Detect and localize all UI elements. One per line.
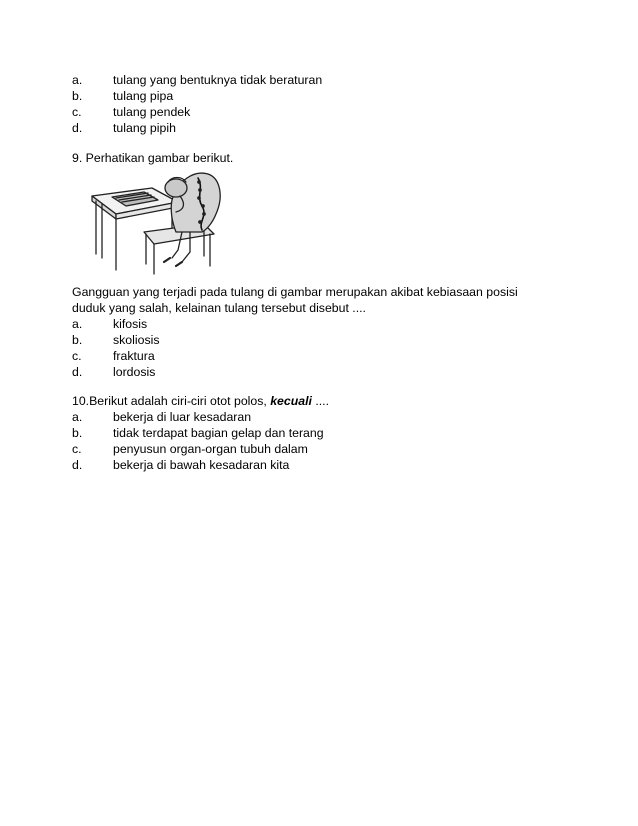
q9-body-line-1: Gangguan yang terjadi pada tulang di gambar merupakan akibat kebiasaan posisi bbox=[72, 285, 518, 299]
option-text: penyusun organ-organ tubuh dalam bbox=[113, 442, 308, 456]
option-text: tulang yang bentuknya tidak beraturan bbox=[113, 73, 323, 87]
option-text: tulang pendek bbox=[113, 105, 191, 119]
q8-option-b bbox=[72, 88, 173, 104]
option-letter: a. bbox=[72, 410, 83, 424]
q10-prompt-end: .... bbox=[311, 394, 330, 408]
option-letter: b. bbox=[72, 89, 83, 103]
option-text: kifosis bbox=[113, 317, 148, 331]
option-letter: d. bbox=[72, 365, 83, 379]
q8-option-d bbox=[72, 120, 176, 136]
option-text: fraktura bbox=[113, 349, 155, 363]
option-text: lordosis bbox=[113, 365, 156, 379]
q9-body-line-2: duduk yang salah, kelainan tulang tersebut disebut .... bbox=[72, 301, 366, 315]
q9-option-a bbox=[72, 316, 147, 332]
q8-option-a bbox=[72, 72, 322, 88]
option-text: bekerja di luar kesadaran bbox=[113, 410, 252, 424]
option-text: tidak terdapat bagian gelap dan terang bbox=[113, 426, 324, 440]
option-letter: c. bbox=[72, 105, 82, 119]
q9-option-b bbox=[72, 332, 159, 348]
q10-prompt bbox=[72, 393, 329, 409]
q10-option-d bbox=[72, 457, 289, 473]
option-letter: b. bbox=[72, 333, 83, 347]
option-letter: a. bbox=[72, 317, 83, 331]
option-letter: d. bbox=[72, 458, 83, 472]
posture-illustration bbox=[86, 166, 228, 276]
q10-prompt-start: 10.Berikut adalah ciri-ciri otot polos, bbox=[72, 394, 271, 408]
option-letter: a. bbox=[72, 73, 83, 87]
q10-keyword: kecuali bbox=[270, 394, 312, 408]
q9-prompt: 9. Perhatikan gambar berikut. bbox=[72, 151, 234, 165]
option-letter: b. bbox=[72, 426, 83, 440]
option-text: skoliosis bbox=[113, 333, 160, 347]
option-text: tulang pipih bbox=[113, 121, 176, 135]
option-letter: c. bbox=[72, 442, 82, 456]
option-letter: d. bbox=[72, 121, 83, 135]
q10-option-a bbox=[72, 409, 251, 425]
q10-option-b bbox=[72, 425, 324, 441]
option-text: bekerja di bawah kesadaran kita bbox=[113, 458, 290, 472]
option-letter: c. bbox=[72, 349, 82, 363]
q10-option-c bbox=[72, 441, 308, 457]
q9-option-d bbox=[72, 364, 155, 380]
q9-option-c bbox=[72, 348, 155, 364]
option-text: tulang pipa bbox=[113, 89, 174, 103]
q8-option-c bbox=[72, 104, 190, 120]
